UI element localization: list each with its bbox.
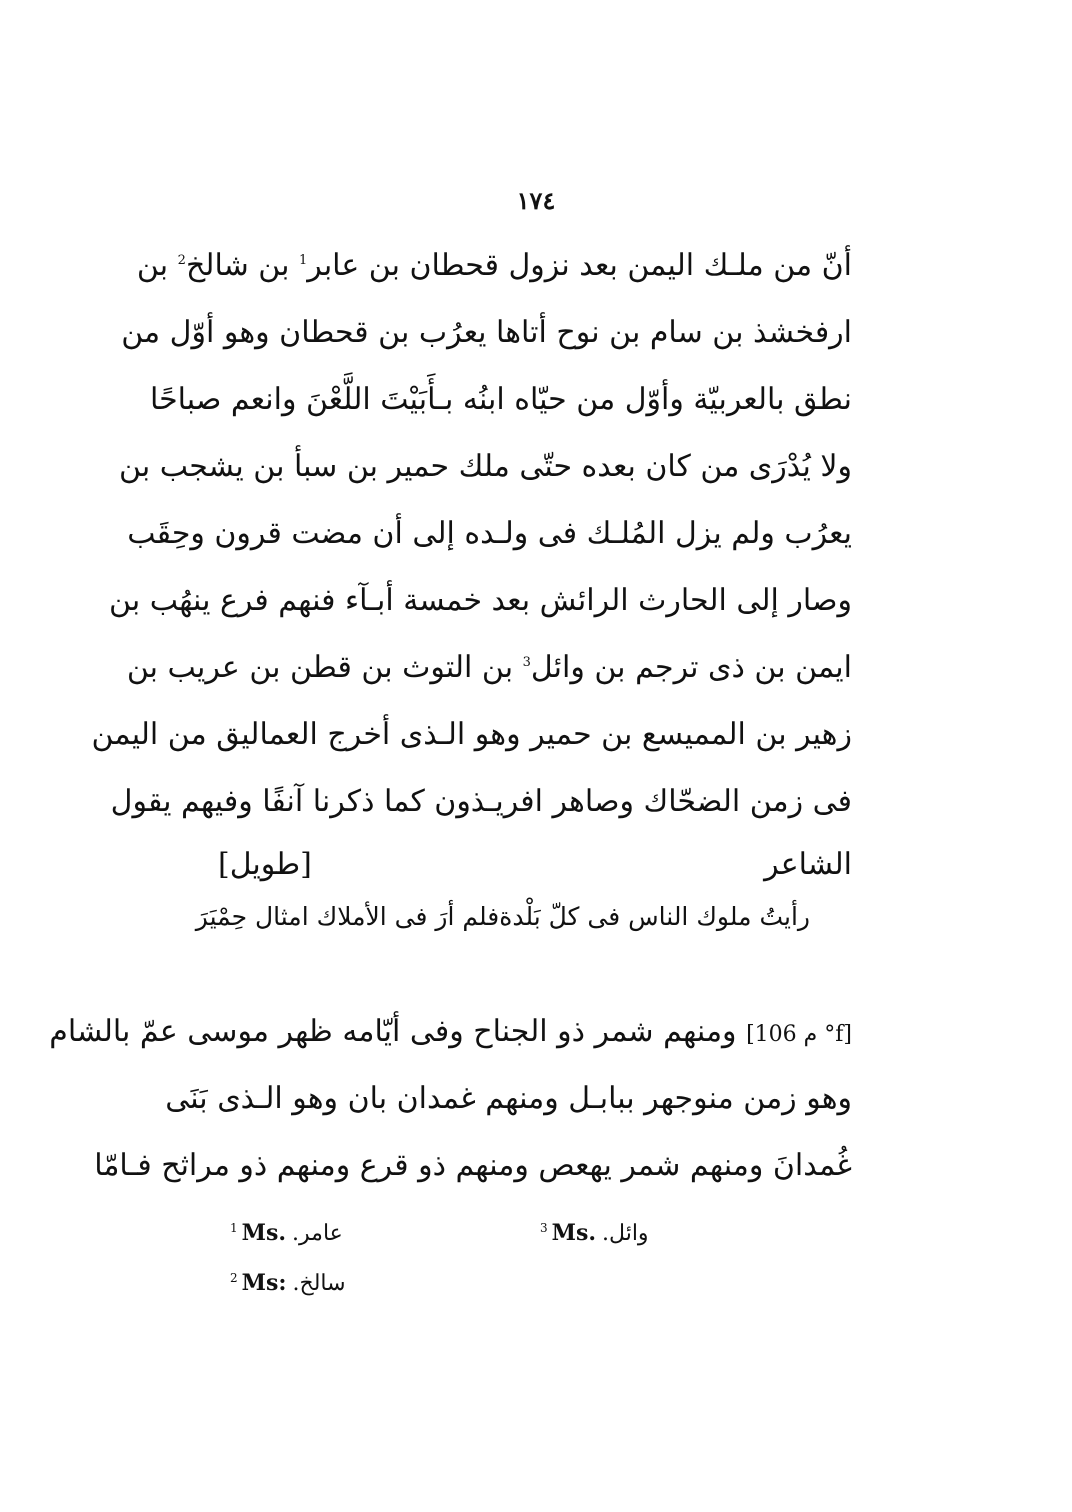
text-line: [م 106 °f] ومنهم شمر ذو الجناح وفى أيّامه ظهر موسى عمّ بالشام	[49, 1014, 852, 1049]
meter-label: [طويل]	[218, 847, 312, 882]
paragraph-2	[49, 998, 852, 1199]
footnote-marker: 3	[522, 655, 531, 670]
footnote: $^2$ Ms: سالخ.	[230, 1270, 346, 1296]
hemistich-1: رأيتُ ملوك الناس فى كلّ بَلْدة	[499, 902, 810, 931]
text-line: ولا يُدْرَى من كان بعده حتّى ملك حمير بن سبأ بن يشجب بن	[119, 449, 852, 484]
text-line: وهو زمن منوجهر ببابـل ومنهم غمدان بان وهو الـذى بَنَى	[165, 1081, 852, 1116]
text-line: فى زمن الضحّاك وصاهر افريـذون كما ذكرنا آنفًا وفيهم يقول	[110, 784, 852, 819]
paragraph-1	[91, 232, 852, 895]
text-line: غُمدانَ ومنهم شمر يهعص ومنهم ذو قرع ومنهم ذو مراثح فـامّا	[94, 1148, 852, 1183]
page-number: ١٧٤	[516, 186, 556, 215]
footnote: $^3$ Ms. وائل.	[540, 1220, 649, 1246]
text-line: زهير بن المميسع بن حمير وهو الـذى أخرج العماليق من اليمن	[91, 717, 852, 752]
text-line: ايمن بن ذى ترجم بن وائل$^3$ بن التوث بن قطن بن عريب بن	[126, 650, 852, 685]
text-line: يعرُب ولم يزل المُلـك فى ولـده إلى أن مضت قرون وحِقَب	[127, 516, 852, 551]
manuscript-ref: [م 106 °f]	[746, 1022, 852, 1047]
hemistich-2: فلم أرَ فى الأملاك امثال حِمْيَرَ	[195, 902, 500, 931]
text-line: أنّ من ملـك اليمن بعد نزول قحطان بن عابر$^1$ بن شالخ$^2$ بن	[136, 248, 852, 283]
footnote: $^1$ Ms. عامر.	[230, 1220, 343, 1246]
text-line	[218, 835, 852, 895]
text-line: ارفخشذ بن سام بن نوح أتاها يعرُب بن قحطان وهو أوّل من	[121, 315, 852, 350]
verse	[195, 902, 810, 931]
text-line: وصار إلى الحارث الرائش بعد خمسة أبـآء فنهم فرع ينهُب بن	[109, 583, 852, 618]
footnote-marker: 1	[299, 253, 308, 268]
last-word: الشاعر	[764, 847, 852, 882]
footnote-marker: 2	[177, 253, 186, 268]
text-line: نطق بالعربيّة وأوّل من حيّاه ابنُه بـأَبَيْتَ اللَّعْنَ وانعم صباحًا	[149, 382, 852, 417]
